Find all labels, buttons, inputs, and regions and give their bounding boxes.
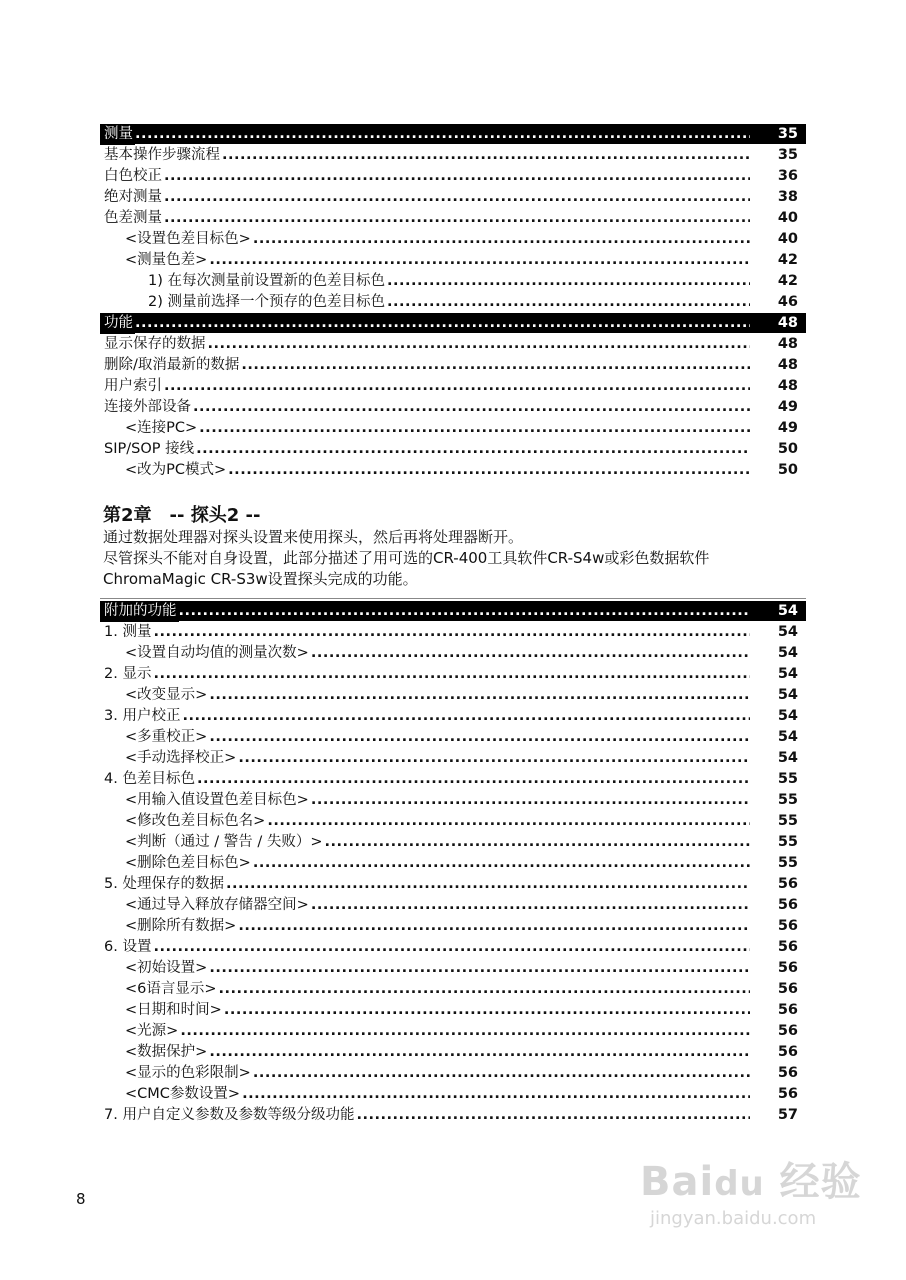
toc-page-number: 55 bbox=[777, 771, 798, 787]
toc-page-number: 50 bbox=[777, 441, 798, 457]
toc-page-number: 54 bbox=[777, 750, 798, 766]
toc-entry-label: <6语言显示> bbox=[125, 981, 217, 997]
toc-entry-label: 3. 用户校正 bbox=[104, 708, 181, 724]
toc-page-number: 55 bbox=[777, 855, 798, 871]
toc-page-number: 54 bbox=[777, 729, 798, 745]
toc-entry-label: 6. 设置 bbox=[104, 939, 152, 955]
toc-entry[interactable] bbox=[100, 790, 806, 811]
toc-entry[interactable] bbox=[100, 1042, 806, 1063]
dot-leader bbox=[228, 460, 750, 481]
toc-entry[interactable] bbox=[100, 460, 806, 481]
toc-entry[interactable] bbox=[100, 958, 806, 979]
toc-page-number: 38 bbox=[777, 189, 798, 205]
chapter-title: 第2章 -- 探头2 -- bbox=[103, 505, 261, 526]
toc-entry[interactable] bbox=[100, 1063, 806, 1084]
toc-entry-label: 基本操作步骤流程 bbox=[104, 147, 220, 163]
toc-entry-label: <设置色差目标色> bbox=[125, 231, 251, 247]
toc-entry-label: <日期和时间> bbox=[125, 1002, 222, 1018]
toc-entry[interactable] bbox=[100, 769, 806, 790]
toc-entry[interactable] bbox=[100, 1021, 806, 1042]
toc-entry-label: 4. 色差目标色 bbox=[104, 771, 195, 787]
toc-entry[interactable] bbox=[100, 145, 806, 166]
toc-page-number: 48 bbox=[777, 336, 798, 352]
toc-page-number: 48 bbox=[777, 314, 798, 331]
dot-leader bbox=[238, 748, 750, 769]
dot-leader bbox=[209, 685, 750, 706]
toc-entry[interactable] bbox=[100, 355, 806, 376]
dot-leader bbox=[253, 229, 750, 250]
toc-page-number: 54 bbox=[777, 687, 798, 703]
toc-page-number: 56 bbox=[777, 939, 798, 955]
toc-section-header[interactable] bbox=[100, 313, 806, 333]
dot-leader bbox=[135, 313, 750, 334]
toc-page-number: 35 bbox=[777, 147, 798, 163]
toc-page-number: 40 bbox=[777, 231, 798, 247]
toc-entry[interactable] bbox=[100, 1084, 806, 1105]
toc-entry[interactable] bbox=[100, 874, 806, 895]
toc-page-number: 56 bbox=[777, 918, 798, 934]
chapter-paragraph: 通过数据处理器对探头设置来使用探头，然后再将处理器断开。 bbox=[103, 528, 524, 546]
toc-page-number: 49 bbox=[777, 420, 798, 436]
toc-entry-label: 白色校正 bbox=[104, 168, 162, 184]
toc-entry-label: 绝对测量 bbox=[104, 189, 162, 205]
toc-entry-label: <设置自动均值的测量次数> bbox=[125, 645, 309, 661]
toc-page-number: 56 bbox=[777, 1086, 798, 1102]
toc-section-header[interactable] bbox=[100, 601, 806, 621]
toc-entry-label: 色差测量 bbox=[104, 210, 162, 226]
toc-page-number: 55 bbox=[777, 834, 798, 850]
dot-leader bbox=[209, 958, 750, 979]
toc-page-number: 56 bbox=[777, 1044, 798, 1060]
toc-page-number: 50 bbox=[777, 462, 798, 478]
toc-entry-label: 测量 bbox=[100, 124, 135, 145]
toc-entry-label: <手动选择校正> bbox=[125, 750, 237, 766]
dot-leader bbox=[135, 124, 750, 145]
toc-page-number: 56 bbox=[777, 1023, 798, 1039]
dot-leader bbox=[311, 790, 750, 811]
toc-page-number: 56 bbox=[777, 876, 798, 892]
watermark-logo: Baidu 经验 bbox=[640, 1159, 862, 1205]
toc-entry[interactable] bbox=[100, 748, 806, 769]
dot-leader bbox=[311, 895, 750, 916]
dot-leader bbox=[208, 334, 751, 355]
toc-entry-label: 显示保存的数据 bbox=[104, 336, 206, 352]
toc-entry-label: <用输入值设置色差目标色> bbox=[125, 792, 309, 808]
toc-entry[interactable] bbox=[100, 685, 806, 706]
toc-entry[interactable] bbox=[100, 418, 806, 439]
dot-leader bbox=[226, 874, 750, 895]
toc-entry[interactable] bbox=[100, 853, 806, 874]
toc-entry-label: 2) 测量前选择一个预存的色差目标色 bbox=[148, 294, 385, 310]
toc-entry-label: 附加的功能 bbox=[100, 601, 179, 622]
dot-leader bbox=[238, 916, 750, 937]
dot-leader bbox=[153, 937, 750, 958]
dot-leader bbox=[241, 355, 750, 376]
dot-leader bbox=[179, 601, 751, 622]
toc-entry-label: <通过导入释放存储器空间> bbox=[125, 897, 309, 913]
toc-entry[interactable] bbox=[100, 811, 806, 832]
dot-leader bbox=[164, 376, 750, 397]
toc-page-number: 56 bbox=[777, 1002, 798, 1018]
dot-leader bbox=[253, 1063, 750, 1084]
toc-entry-label: 功能 bbox=[100, 313, 135, 334]
dot-leader bbox=[224, 1000, 750, 1021]
toc-page-number: 54 bbox=[777, 645, 798, 661]
toc-page-number: 49 bbox=[777, 399, 798, 415]
dot-leader bbox=[193, 397, 750, 418]
toc-page-number: 55 bbox=[777, 813, 798, 829]
dot-leader bbox=[209, 727, 750, 748]
toc-entry-label: <显示的色彩限制> bbox=[125, 1065, 251, 1081]
toc-entry-label: 1) 在每次测量前设置新的色差目标色 bbox=[148, 273, 385, 289]
dot-leader bbox=[196, 439, 750, 460]
toc-entry-label: <初始设置> bbox=[125, 960, 208, 976]
toc-page-number: 42 bbox=[777, 273, 798, 289]
toc-entry[interactable] bbox=[100, 166, 806, 187]
toc-entry[interactable] bbox=[100, 271, 806, 292]
toc-page-number: 36 bbox=[777, 168, 798, 184]
toc-entry[interactable] bbox=[100, 334, 806, 355]
toc-entry[interactable] bbox=[100, 727, 806, 748]
toc-page-number: 48 bbox=[777, 378, 798, 394]
toc-entry[interactable] bbox=[100, 229, 806, 250]
toc-entry-label: <连接PC> bbox=[125, 420, 198, 436]
toc-entry-label: <删除所有数据> bbox=[125, 918, 237, 934]
dot-leader bbox=[311, 643, 750, 664]
toc-page-number: 56 bbox=[777, 981, 798, 997]
toc-entry-label: <光源> bbox=[125, 1023, 179, 1039]
toc-entry-label: 用户索引 bbox=[104, 378, 162, 394]
toc-entry-label: 删除/取消最新的数据 bbox=[104, 357, 240, 373]
dot-leader bbox=[153, 622, 750, 643]
dot-leader bbox=[164, 208, 750, 229]
toc-page-number: 55 bbox=[777, 792, 798, 808]
toc-entry[interactable] bbox=[100, 208, 806, 229]
dot-leader bbox=[209, 250, 750, 271]
watermark-url: jingyan.baidu.com bbox=[650, 1208, 817, 1229]
divider bbox=[100, 598, 806, 599]
dot-leader bbox=[387, 292, 750, 313]
toc-entry[interactable] bbox=[100, 1105, 806, 1126]
toc-entry-label: <改为PC模式> bbox=[125, 462, 227, 478]
toc-entry[interactable] bbox=[100, 895, 806, 916]
toc-page-number: 56 bbox=[777, 897, 798, 913]
dot-leader bbox=[180, 1021, 750, 1042]
toc-entry[interactable] bbox=[100, 979, 806, 1000]
toc-section-measurement bbox=[100, 124, 806, 481]
toc-entry[interactable] bbox=[100, 250, 806, 271]
toc-page-number: 54 bbox=[777, 708, 798, 724]
dot-leader bbox=[197, 769, 750, 790]
toc-entry-label: <判断（通过 / 警告 / 失败）> bbox=[125, 834, 323, 850]
toc-entry-label: <CMC参数设置> bbox=[125, 1086, 241, 1102]
toc-entry[interactable] bbox=[100, 439, 806, 460]
dot-leader bbox=[253, 853, 750, 874]
dot-leader bbox=[199, 418, 750, 439]
toc-entry[interactable] bbox=[100, 937, 806, 958]
dot-leader bbox=[164, 187, 750, 208]
dot-leader bbox=[153, 664, 750, 685]
dot-leader bbox=[222, 145, 750, 166]
toc-page-number: 48 bbox=[777, 357, 798, 373]
toc-page-number: 35 bbox=[777, 125, 798, 142]
dot-leader bbox=[242, 1084, 750, 1105]
toc-entry[interactable] bbox=[100, 376, 806, 397]
toc-entry[interactable] bbox=[100, 706, 806, 727]
toc-entry[interactable] bbox=[100, 292, 806, 313]
toc-page-number: 57 bbox=[777, 1107, 798, 1123]
toc-entry[interactable] bbox=[100, 916, 806, 937]
toc-entry[interactable] bbox=[100, 622, 806, 643]
toc-entry[interactable] bbox=[100, 187, 806, 208]
toc-section-header[interactable] bbox=[100, 124, 806, 144]
chapter-intro bbox=[103, 505, 709, 590]
toc-entry[interactable] bbox=[100, 643, 806, 664]
toc-entry-label: 2. 显示 bbox=[104, 666, 152, 682]
toc-entry[interactable] bbox=[100, 664, 806, 685]
toc-entry-label: 5. 处理保存的数据 bbox=[104, 876, 224, 892]
dot-leader bbox=[387, 271, 750, 292]
toc-section-additional-functions bbox=[100, 601, 806, 1126]
toc-entry-label: <改变显示> bbox=[125, 687, 208, 703]
toc-page-number: 54 bbox=[777, 602, 798, 619]
dot-leader bbox=[182, 706, 750, 727]
dot-leader bbox=[356, 1105, 750, 1126]
toc-entry[interactable] bbox=[100, 832, 806, 853]
toc-entry-label: <数据保护> bbox=[125, 1044, 208, 1060]
toc-page-number: 56 bbox=[777, 1065, 798, 1081]
dot-leader bbox=[219, 979, 750, 1000]
chapter-paragraph: ChromaMagic CR-S3w设置探头完成的功能。 bbox=[103, 570, 418, 588]
toc-entry[interactable] bbox=[100, 397, 806, 418]
toc-page-number: 40 bbox=[777, 210, 798, 226]
toc-page-number: 54 bbox=[777, 666, 798, 682]
dot-leader bbox=[325, 832, 750, 853]
toc-page-number: 56 bbox=[777, 960, 798, 976]
toc-entry-label: <删除色差目标色> bbox=[125, 855, 251, 871]
dot-leader bbox=[267, 811, 750, 832]
toc-entry-label: <测量色差> bbox=[125, 252, 208, 268]
toc-page-number: 54 bbox=[777, 624, 798, 640]
toc-page-number: 46 bbox=[777, 294, 798, 310]
toc-entry[interactable] bbox=[100, 1000, 806, 1021]
toc-entry-label: <修改色差目标色名> bbox=[125, 813, 266, 829]
toc-entry-label: 连接外部设备 bbox=[104, 399, 191, 415]
page-number: 8 bbox=[76, 1190, 86, 1208]
toc-entry-label: 7. 用户自定义参数及参数等级分级功能 bbox=[104, 1107, 355, 1123]
toc-page-number: 42 bbox=[777, 252, 798, 268]
chapter-paragraph: 尽管探头不能对自身设置，此部分描述了用可选的CR-400工具软件CR-S4w或彩色数据软件 bbox=[103, 549, 710, 567]
toc-entry-label: SIP/SOP 接线 bbox=[104, 441, 195, 457]
toc-entry-label: 1. 测量 bbox=[104, 624, 152, 640]
dot-leader bbox=[164, 166, 750, 187]
dot-leader bbox=[209, 1042, 750, 1063]
toc-entry-label: <多重校正> bbox=[125, 729, 208, 745]
